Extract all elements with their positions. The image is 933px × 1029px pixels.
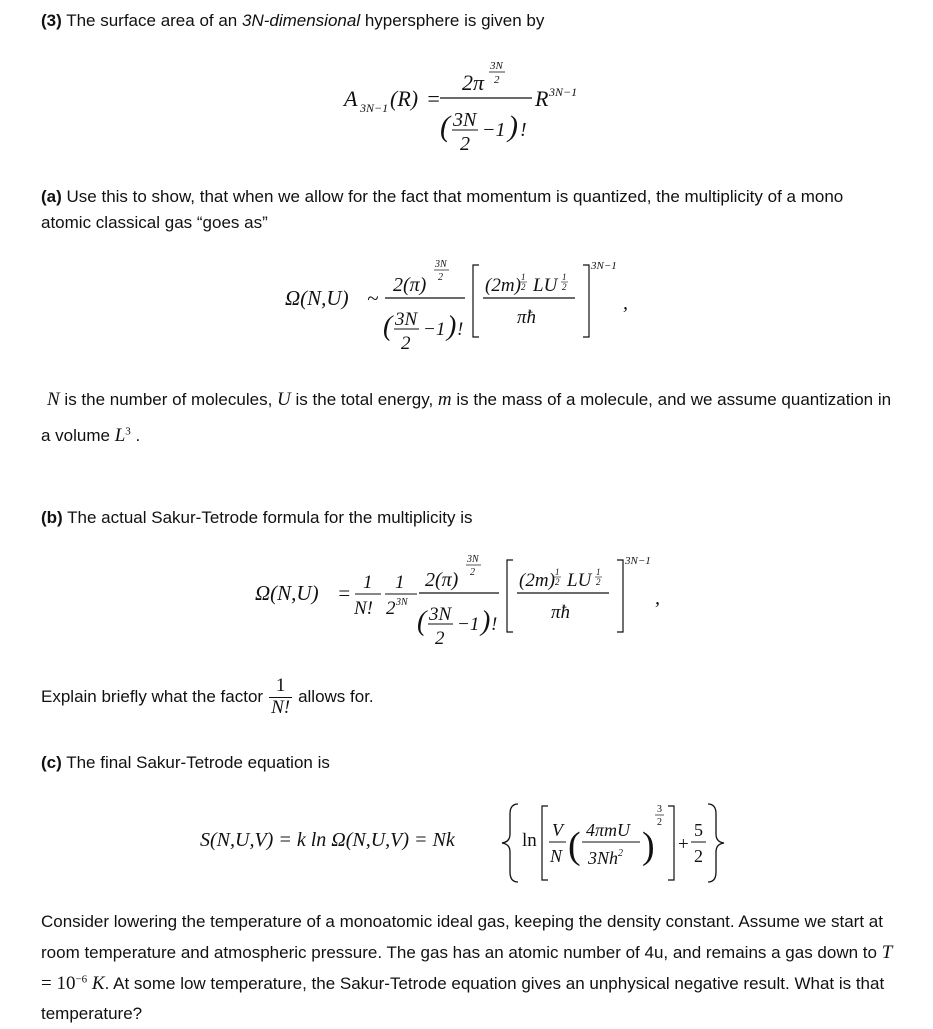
eq1-equals: = [426,86,441,111]
eq3-lhs: Ω(N,U) [255,581,319,605]
eq1-lhs-arg: (R) [390,86,419,111]
svg-text:!: ! [491,614,498,635]
eq2-right-bracket [583,265,589,337]
final-t-unit: K [91,973,105,995]
def-m-symbol: m [437,389,452,410]
def-end: . [135,426,141,446]
part-c [41,750,893,776]
eq1-num-coef: 2π [462,70,485,95]
explain-frac-den: N! [271,696,291,718]
final-t-symbol: T [881,941,893,963]
svg-text:2: 2 [438,272,443,283]
eq2-bracket-exp: 3N−1 [591,260,617,272]
svg-text:2: 2 [435,628,445,649]
svg-text:1: 1 [596,567,601,577]
part-a-label: (a) [41,187,62,206]
eq4-left-bracket [542,806,548,880]
problem-header [41,8,893,34]
part-b-label: (b) [41,508,63,527]
svg-text:): ) [481,606,491,637]
svg-text:1: 1 [555,567,560,577]
eq3-num: 2(π) [425,569,459,591]
svg-text:2: 2 [460,133,470,155]
eq1-rhs-exp: 3N−1 [549,85,578,99]
eq3-right-bracket [617,560,623,632]
part-c-label: (c) [41,753,62,772]
eq4-v-den: N [550,846,563,866]
svg-text:2: 2 [596,577,601,587]
part-b [41,505,893,531]
eq3-f1-den: N! [354,598,373,619]
eq3-f2-num: 1 [395,572,405,593]
svg-text:(: ( [417,606,427,637]
eq2-lhs: Ω(N,U) [285,286,349,310]
svg-text:1: 1 [521,272,526,282]
svg-text:1: 1 [562,272,567,282]
eq1-lhs: A [344,86,358,111]
eq3-trail: , [655,587,660,609]
eq4-lhs: S(N,U,V) = k ln Ω(N,U,V) = Nk [200,829,455,851]
eq4-c-den: 2 [694,846,703,866]
svg-text:2: 2 [470,567,475,578]
problem-intro-after: hypersphere is given by [364,11,545,30]
eq1-num-exp: 3N [490,60,503,72]
eq2-rel: ~ [367,286,379,310]
svg-text:2: 2 [401,333,411,354]
problem-intro-emph: 3N-dimensional [241,11,361,30]
svg-text:−1: −1 [482,119,506,141]
problem-intro-before: The surface area of an [66,11,238,30]
svg-text:): ) [447,311,457,342]
def-l-symbol: L [114,425,126,447]
eq1-den-factorial: ! [520,119,527,141]
svg-text:(: ( [568,825,581,867]
eq4-right-bracket [668,806,674,880]
explain-fraction [269,676,292,719]
svg-text:3N: 3N [396,597,408,608]
eq3-bracket-den: πħ [551,602,571,623]
equation-multiplicity-approx [285,253,645,363]
svg-text:(2m): (2m) [485,275,521,296]
equation-sackur-tetrode-entropy [200,798,720,888]
problem-label: (3) [41,11,62,30]
svg-text:−1: −1 [457,614,480,635]
svg-text:(2m): (2m) [519,570,555,591]
svg-text:2: 2 [562,282,567,292]
eq2-trail: , [623,292,628,314]
svg-text:): ) [508,110,518,143]
eq4-inner-den: 3Nh$^2$ [588,848,624,868]
svg-text:LU: LU [533,275,558,296]
svg-text:!: ! [457,319,464,340]
eq4-c-num: 5 [694,820,703,840]
equation-sackur-tetrode-multiplicity [255,548,675,658]
eq2-left-bracket [473,265,479,337]
eq2-num: 2(π) [393,274,427,296]
final-t-exp: −6 [75,973,88,986]
eq3-left-bracket [507,560,513,632]
eq3-equals: = [337,581,352,605]
part-a-text: Use this to show, that when we allow for the fact that momentum is quantized, the multiplicity of a mono atomic classical gas “goes as” [41,187,844,233]
eq4-plus: + [678,834,689,855]
svg-text:−1: −1 [423,319,446,340]
eq1-lhs-sub: 3N−1 [360,101,389,115]
svg-text:3N: 3N [435,259,447,270]
eq4-v-num: V [552,820,563,840]
final-paragraph [41,908,893,1029]
eq3-bracket-exp: 3N−1 [625,555,651,567]
eq1-rhs-var: R [535,86,549,111]
eq4-right-brace [708,804,724,882]
svg-text:3N: 3N [429,604,452,625]
svg-text:2: 2 [386,598,396,619]
eq4-left-brace [502,804,518,882]
equation-surface-area [330,56,590,166]
definitions [41,382,893,454]
eq4-inner-num: 4πmU [586,820,631,840]
explain-frac-num: 1 [269,676,292,698]
part-b-text: The actual Sakur-Tetrode formula for the multiplicity is [67,508,473,527]
final-t-eq: = 10 [41,973,76,995]
svg-text:): ) [642,825,655,867]
explain-after: allows for. [298,686,374,706]
eq3-f1-num: 1 [363,572,373,593]
svg-text:2: 2 [494,74,500,86]
explain-before: Explain briefly what the factor [41,686,264,706]
svg-text:3: 3 [657,804,662,815]
svg-text:3N: 3N [395,309,418,330]
svg-text:2: 2 [657,817,662,828]
part-a [41,184,893,237]
svg-text:(: ( [440,110,450,143]
explain-line [41,676,893,719]
final-text-1: Consider lowering the temperature of a monoatomic ideal gas, keeping the density constant. Assume we start at room temperature and atmospheric pressure. The gas has an atomic number of 4u, and remains a gas down to [41,912,883,962]
final-text-2: . At some low temperature, the Sakur-Tetrode equation gives an unphysical negative result. What is that temperature? [41,974,885,1024]
svg-text:3N: 3N [467,554,479,565]
eq2-bracket-den: πħ [517,307,537,328]
def-n-symbol: N [47,389,60,410]
part-c-text: The final Sakur-Tetrode equation is [66,753,330,772]
svg-text:(: ( [383,311,393,342]
def-l-exp: 3 [125,425,131,438]
eq4-ln: ln [522,830,537,851]
def-m-text: is the mass of a molecule, and we assume quantization in a volume [41,390,892,446]
svg-text:2: 2 [555,577,560,587]
svg-text:3N: 3N [453,109,477,131]
svg-text:2: 2 [521,282,526,292]
svg-text:LU: LU [567,570,592,591]
def-u-symbol: U [277,389,291,410]
def-n-text: is the number of molecules, [64,390,273,409]
def-u-text: is the total energy, [295,390,434,409]
